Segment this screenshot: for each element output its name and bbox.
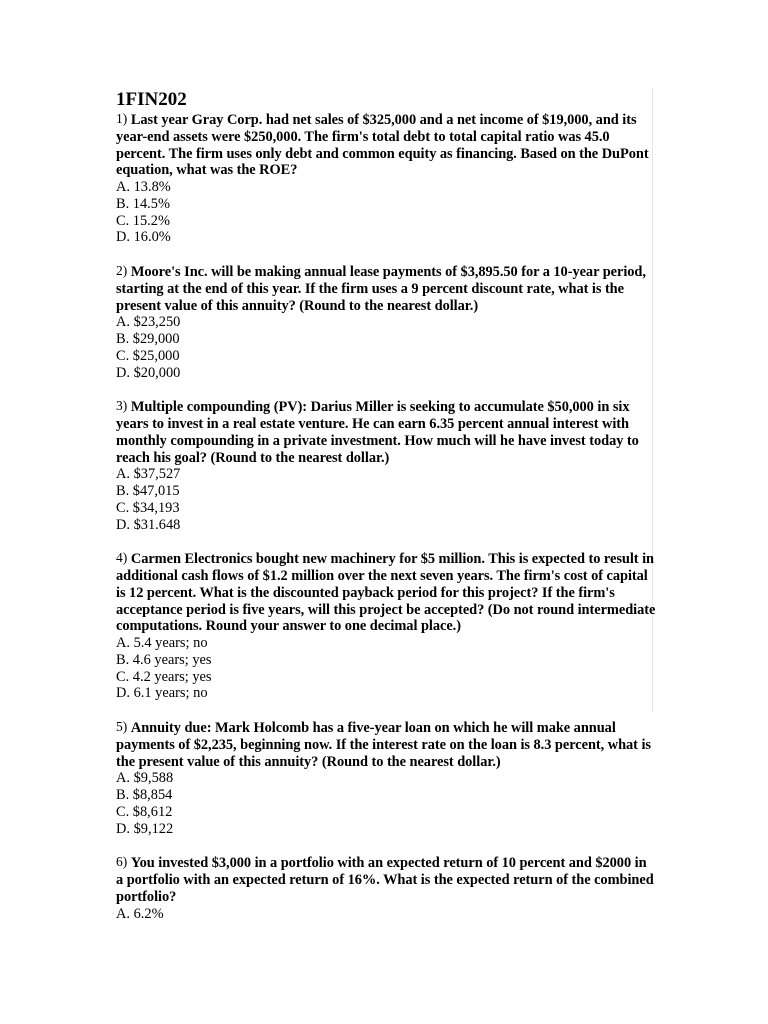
answer-option: D. $9,122 xyxy=(116,820,174,837)
question-number: 4) xyxy=(116,550,128,566)
answer-option: D. $31.648 xyxy=(116,516,181,533)
answer-option: D. 16.0% xyxy=(116,229,171,246)
answer-option: C. $8,612 xyxy=(116,803,173,820)
answer-option: C. 15.2% xyxy=(116,212,170,229)
answer-option: B. 14.5% xyxy=(116,195,170,212)
question-number: 1) xyxy=(116,111,128,126)
question-3 xyxy=(116,398,656,533)
answer-option: C. $25,000 xyxy=(116,347,180,364)
answer-option: B. $8,854 xyxy=(116,787,173,803)
answer-option: D. 6.1 years; no xyxy=(116,685,208,702)
answer-options xyxy=(116,179,656,246)
answer-option: A. $37,527 xyxy=(116,466,181,483)
answer-option: A. 5.4 years; no xyxy=(116,635,208,651)
question-1 xyxy=(116,111,656,246)
answer-option: C. $34,193 xyxy=(116,499,180,516)
question-number: 3) xyxy=(116,398,128,414)
answer-options xyxy=(116,466,656,533)
answer-option: A. $9,588 xyxy=(116,770,174,787)
answer-option: A. 6.2% xyxy=(116,905,164,922)
question-2 xyxy=(116,263,656,381)
document-title: 1FIN202 xyxy=(116,89,187,110)
question-number: 6) xyxy=(116,854,128,870)
answer-option: C. 4.2 years; yes xyxy=(116,668,212,685)
answer-option: A. 13.8% xyxy=(116,179,171,195)
question-4 xyxy=(116,550,656,702)
question-text: Last year Gray Corp. had net sales of $325,000 and a net income of $19,000, and its year-end assets were $250,000. The firm's total debt to total capital ratio was 45.0 percent. The firm uses only debt and common equity as financing. Based on the DuPont equation, what was the ROE? xyxy=(116,112,649,179)
answer-options xyxy=(116,770,656,837)
document-page xyxy=(116,88,656,922)
answer-option: D. $20,000 xyxy=(116,364,181,381)
answer-option: B. $29,000 xyxy=(116,331,180,347)
answer-option: A. $23,250 xyxy=(116,314,181,331)
answer-options xyxy=(116,314,656,381)
question-text: Carmen Electronics bought new machinery for $5 million. This is expected to result in additional cash flows of $1.2 million over the next seven years. The firm's cost of capital is 12 percent. What is the discounted payback period for this project? If the firm's acceptance period is five years, will this project be accepted? (Do not round intermediate computations. Round your answer to one decimal place.) xyxy=(116,551,656,635)
answer-option: B. $47,015 xyxy=(116,483,180,499)
question-number: 2) xyxy=(116,263,128,278)
answer-options xyxy=(116,635,656,702)
question-6 xyxy=(116,854,656,922)
question-text: Multiple compounding (PV): Darius Miller is seeking to accumulate $50,000 in six years to invest in a real estate venture. He can earn 6.35 percent annual interest with monthly compounding in a private investment. How much will he have invest today to reach his goal? (Round to the nearest dollar.) xyxy=(116,399,639,466)
question-text: Annuity due: Mark Holcomb has a five-year loan on which he will make annual payments of $2,235, beginning now. If the interest rate on the loan is 8.3 percent, what is the present value of this annuity? (Round to the nearest dollar.) xyxy=(116,720,651,770)
question-text: You invested $3,000 in a portfolio with an expected return of 10 percent and $2000 in a portfolio with an expected return of 16%. What is the expected return of the combined portfolio? xyxy=(116,855,654,905)
question-text: Moore's Inc. will be making annual lease payments of $3,895.50 for a 10-year period, starting at the end of this year. If the firm uses a 9 percent discount rate, what is the present value of this annuity? (Round to the nearest dollar.) xyxy=(116,264,646,314)
answer-options xyxy=(116,906,656,923)
question-5 xyxy=(116,719,656,837)
question-number: 5) xyxy=(116,719,128,734)
answer-option: B. 4.6 years; yes xyxy=(116,651,212,668)
